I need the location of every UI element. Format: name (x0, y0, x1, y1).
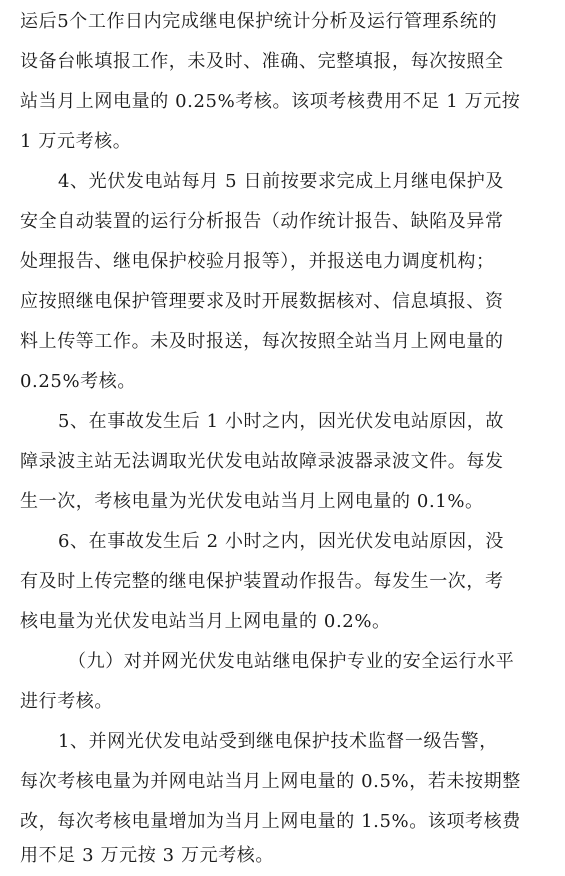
text-line: 有及时上传完整的继电保护装置动作报告。每发生一次，考 (20, 571, 504, 592)
paragraph-first-line: 5、在事故发生后 1 小时之内，因光伏发电站原因，故 (58, 411, 504, 432)
text-line: 处理报告、继电保护校验月报等），并报送电力调度机构； (20, 251, 495, 272)
text-line: 站当月上网电量的 0.25%考核。该项考核费用不足 1 万元按 (20, 91, 521, 112)
text-line: 每次考核电量为并网电站当月上网电量的 0.5%，若未按期整 (20, 771, 521, 792)
text-line: 用不足 3 万元按 3 万元考核。 (20, 845, 274, 866)
paragraph-first-line: 1、并网光伏发电站受到继电保护技术监督一级告警， (58, 731, 498, 752)
section-heading-line: （九）对并网光伏发电站继电保护专业的安全运行水平 (68, 651, 515, 672)
text-line: 改，每次考核电量增加为当月上网电量的 1.5%。该项考核费 (20, 811, 521, 832)
text-line: 0.25%考核。 (20, 371, 136, 392)
text-line: 生一次，考核电量为光伏发电站当月上网电量的 0.1%。 (20, 491, 484, 512)
text-line: 运后5个工作日内完成继电保护统计分析及运行管理系统的 (20, 11, 498, 32)
text-line: 障录波主站无法调取光伏发电站故障录波器录波文件。每发 (20, 451, 504, 472)
text-line: 设备台帐填报工作，未及时、准确、完整填报，每次按照全 (20, 51, 504, 72)
text-line: 料上传等工作。未及时报送，每次按照全站当月上网电量的 (20, 331, 504, 352)
paragraph-first-line: 4、光伏发电站每月 5 日前按要求完成上月继电保护及 (58, 171, 504, 192)
text-line: 应按照继电保护管理要求及时开展数据核对、信息填报、资 (20, 291, 504, 312)
text-line: 安全自动装置的运行分析报告（动作统计报告、缺陷及异常 (20, 211, 504, 232)
text-line: 核电量为光伏发电站当月上网电量的 0.2%。 (20, 611, 391, 632)
paragraph-first-line: 6、在事故发生后 2 小时之内，因光伏发电站原因，没 (58, 531, 504, 552)
text-line: 进行考核。 (20, 691, 113, 712)
text-line: 1 万元考核。 (20, 131, 132, 152)
